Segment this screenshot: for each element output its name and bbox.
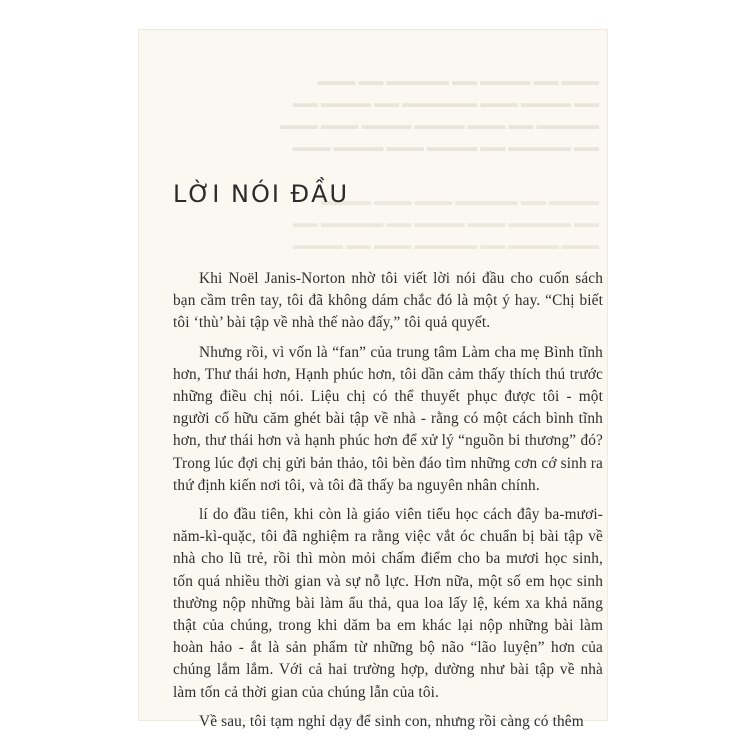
body-text	[173, 268, 603, 740]
bleed-through-lower: ▬▬▬▬ ▬▬ ▬▬▬▬▬ ▬▬▬ ▬▬▬ ▬▬▬▬ ▬▬ ▬▬▬▬▬ ▬▬▬ ▬▬▬▬ ▬▬ ▬▬▬▬▬ ▬▬ ▬▬▬ ▬▬▬▬ ▬▬ ▬▬▬▬▬ ▬▬▬ ▬▬ ▬▬▬▬	[292, 194, 599, 252]
paragraph: Khi Noël Janis-Norton nhờ tôi viết lời nói đầu cho cuốn sách bạn cầm trên tay, tôi đã không dám chắc đó là một ý hay. “Chị biết tôi ‘thù’ bài tập về nhà thế nào đấy,” tôi quả quyết.	[173, 270, 603, 332]
paragraph: Nhưng rồi, vì vốn là “fan” của trung tâm Làm cha mẹ Bình tĩnh hơn, Thư thái hơn, Hạnh phúc hơn, tôi dần cảm thấy thích thú trước những điều chị nói. Liệu chị có thể thuyết phục được tôi - một người cố hữu căm ghét bài tập về nhà - rằng có một cách bình tĩnh hơn, thư thái hơn và hạnh phúc hơn để xử lý “nguồn bi thương” đó? Trong lúc đợi chị gửi bản thảo, tôi bèn đáo tìm những cơn cớ sinh ra thứ định kiến nơi tôi, và tôi đã thấy ba nguyên nhân chính.	[173, 343, 603, 494]
chapter-heading: LỜI NÓI ĐẦU	[173, 180, 350, 208]
paragraph: lí do đầu tiên, khi còn là giáo viên tiểu học cách đây ba-mươi-năm-kì-quặc, tôi đã nghiệm ra rằng việc vắt óc chuẩn bị bài tập về nhà cho lũ trẻ, rồi thì mòn mỏi chấm điểm cho ba mươi học sinh, tốn quá nhiều thời gian và sự nỗ lực. Hơn nữa, một số em học sinh thường nộp những bài làm ẩu thả, qua loa lấy lệ, kém xa khả năng thật của chúng, trong khi dăm ba em khác lại nộp những bài làm hoàn hảo - ắt là sản phẩm từ những bộ não “lão luyện” hơn của chúng lắm lắm. Với cả hai trường hợp, dường như bài tập về nhà làm tốn cả thời gian của chúng lẫn của tôi.	[173, 506, 603, 701]
bleed-through-upper: ▬▬▬ ▬▬ ▬▬▬▬ ▬▬ ▬▬▬▬▬ ▬▬ ▬▬▬ ▬▬ ▬▬▬▬ ▬▬▬ ▬▬▬▬▬▬ ▬▬ ▬▬▬▬ ▬▬ ▬▬▬▬▬ ▬▬ ▬▬▬ ▬▬▬▬ ▬▬▬▬ ▬▬▬ ▬▬▬ ▬▬ ▬▬▬▬▬ ▬▬ ▬▬▬▬ ▬▬▬ ▬▬▬▬ ▬▬▬	[280, 74, 599, 154]
book-page	[139, 30, 607, 730]
paragraph: Về sau, tôi tạm nghỉ dạy để sinh con, nhưng rồi càng có thêm	[199, 712, 584, 730]
